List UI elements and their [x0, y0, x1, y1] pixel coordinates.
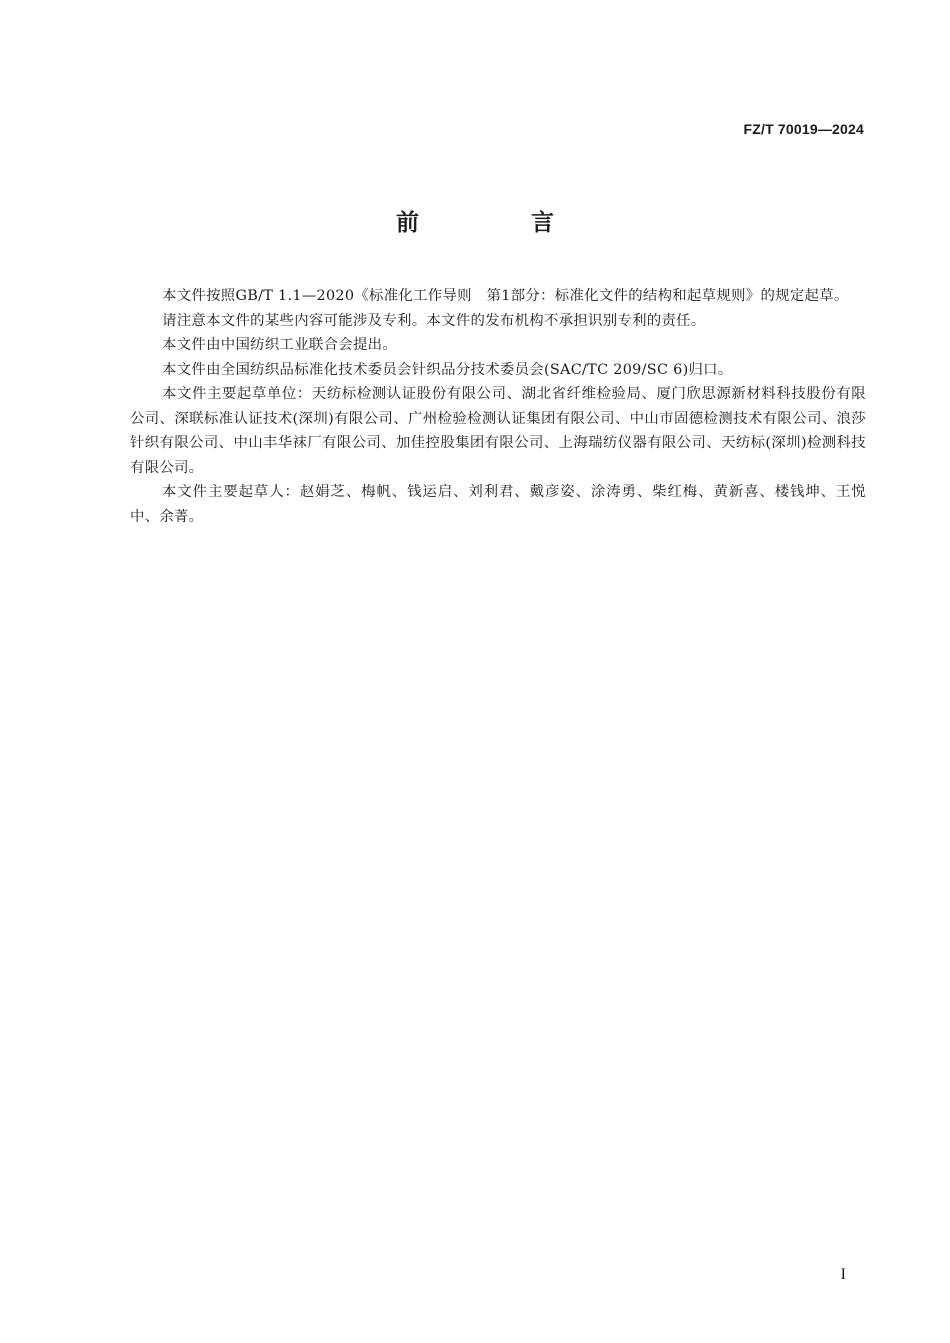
- page-number: I: [840, 1266, 846, 1283]
- paragraph-proposer: 本文件由中国纺织工业联合会提出。: [162, 337, 398, 353]
- paragraph-drafting-units: 本文件主要起草单位：天纺标检测认证股份有限公司、湖北省纤维检验局、厦门欣思源新材料科技股份有限公司、深联标准认证技术(深圳)有限公司、广州检验检测认证集团有限公司、中山市固德检测技术有限公司、浪莎针织有限公司、中山丰华袜厂有限公司、加佳控股集团有限公司、上海瑞纺仪器有限公司、天纺标(深圳)检测科技有限公司。: [130, 386, 866, 476]
- paragraph-committee: 本文件由全国纺织品标准化技术委员会针织品分技术委员会(SAC/TC 209/SC 6)归口。: [162, 361, 733, 378]
- preface-body: [130, 284, 866, 529]
- paragraph-drafters: 本文件主要起草人：赵娟芝、梅帆、钱运启、刘利君、戴彦姿、涂涛勇、柴红梅、黄新喜、楼钱坤、王悦中、余菁。: [130, 484, 866, 525]
- paragraph-drafting-rules: 本文件按照GB/T 1.1—2020《标准化工作导则 第1部分：标准化文件的结构和起草规则》的规定起草。: [162, 288, 849, 304]
- standard-code: FZ/T 70019—2024: [743, 121, 864, 137]
- paragraph-patent-notice: 请注意本文件的某些内容可能涉及专利。本文件的发布机构不承担识别专利的责任。: [162, 312, 706, 329]
- page-title: 前 言: [395, 210, 606, 236]
